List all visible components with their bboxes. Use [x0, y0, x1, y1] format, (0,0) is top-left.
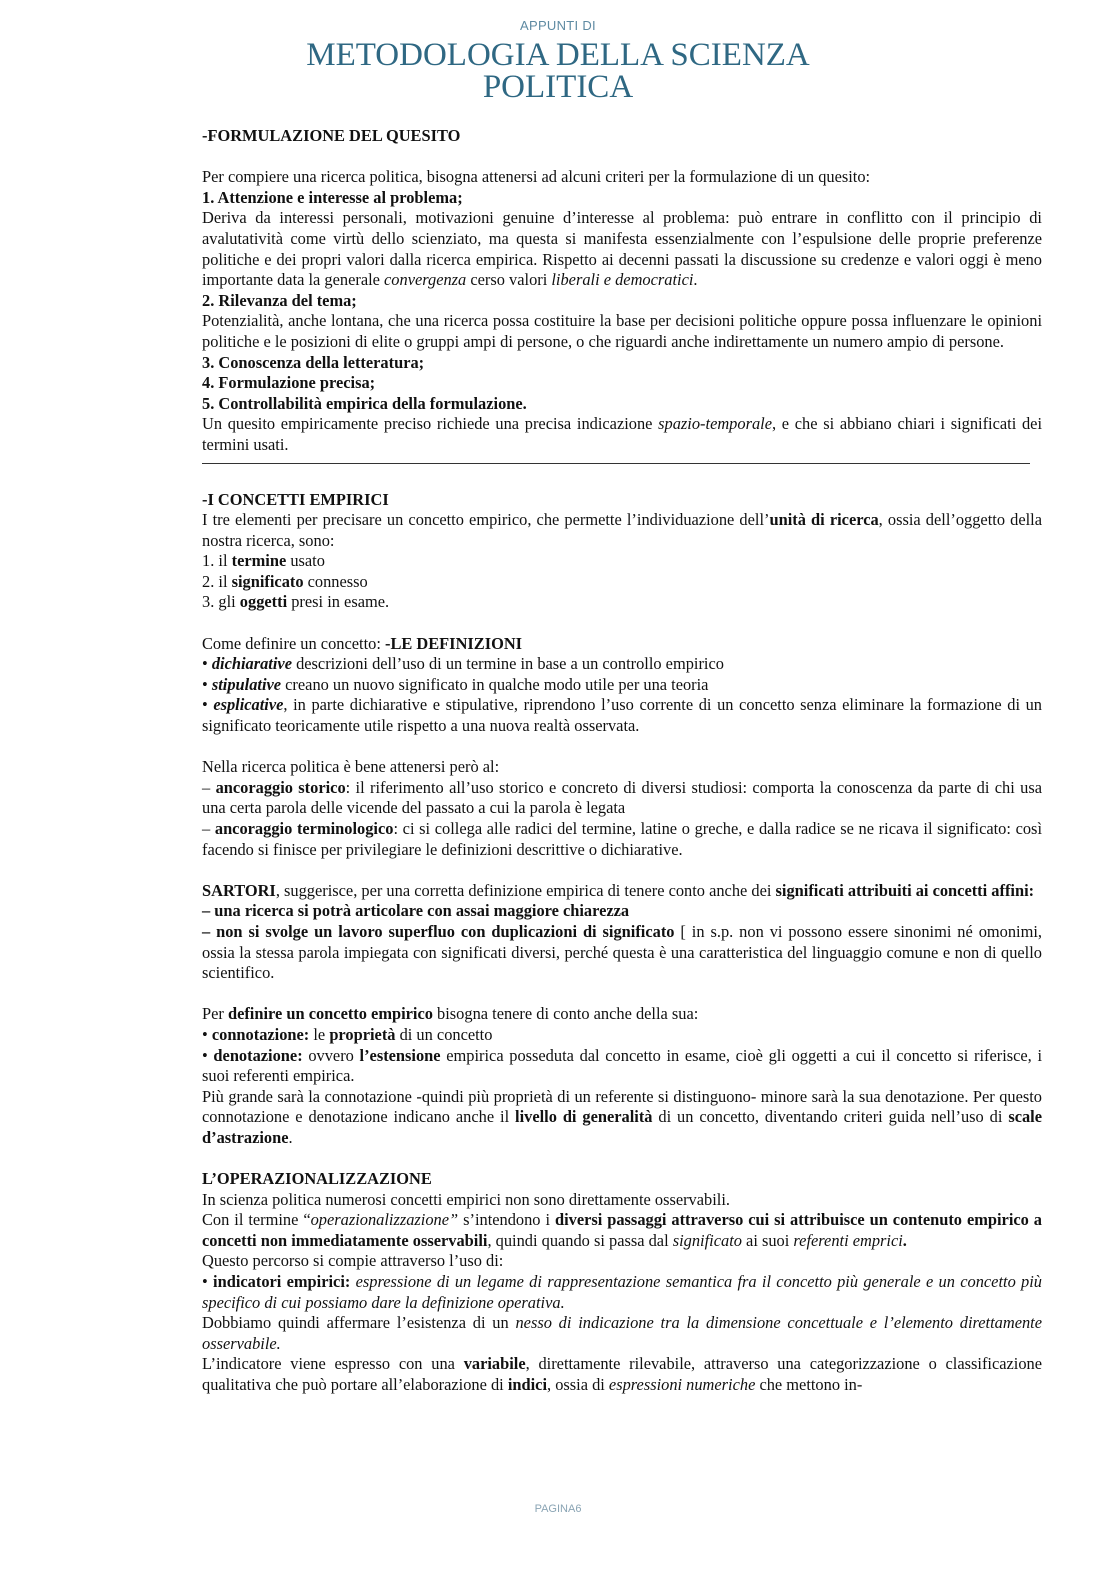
paragraph: Con il termine “operazionalizzazione” s’intendono i diversi passaggi attraverso cui si attribuisce un contenuto empirico a concetti non immediatamente osservabili, quindi quando si passa dal significato ai suoi referenti emprici.: [202, 1210, 1042, 1250]
criterion-title: 3. Conoscenza della letteratura;: [202, 352, 425, 372]
list-item: – non si svolge un lavoro superfluo con duplicazioni di significato [ in s.p. non vi possono essere sinonimi né omonimi, ossia la stessa parola impiegata con significati diversi, perché questa è una caratteristica del linguaggio comune e non di quello scientifico.: [202, 921, 1042, 983]
paragraph: In scienza politica numerosi concetti empirici non sono direttamente osservabili.: [202, 1189, 730, 1209]
section-heading-operazionalizzazione: L’OPERAZIONALIZZAZIONE: [202, 1169, 432, 1189]
list-item: • denotazione: ovvero l’estensione empirica posseduta dal concetto in esame, cioè gli oggetti a cui il concetto si riferisce, i suoi referenti empirica.: [202, 1045, 1043, 1086]
paragraph: SARTORI, suggerisce, per una corretta definizione empirica di tenere conto anche dei significati attribuiti ai concetti affini:: [202, 880, 1035, 900]
title-line-2: POLITICA: [482, 69, 634, 105]
list-item: 1. il termine usato: [202, 551, 325, 571]
paragraph: L’indicatore viene espresso con una variabile, direttamente rilevabile, attraverso una categorizzazione o classificazione qualitativa che può portare all’elaborazione di indici, ossia di espressioni numeriche che mettono in-: [202, 1354, 1043, 1395]
list-item: 2. il significato connesso: [202, 571, 368, 591]
paragraph: Come definire un concetto: -LE DEFINIZIONI: [202, 633, 523, 653]
header-kicker: APPUNTI DI: [520, 18, 596, 33]
paragraph: Questo percorso si compie attraverso l’uso di:: [202, 1251, 504, 1271]
list-item: – una ricerca si potrà articolare con assai maggiore chiarezza: [202, 901, 630, 921]
page-header: [0, 18, 1116, 103]
list-item: • stipulative creano un nuovo significato in qualche modo utile per una teoria: [202, 674, 709, 694]
section-divider: [202, 463, 1030, 464]
title-line-1: METODOLOGIA DELLA SCIENZA: [306, 37, 810, 73]
section-heading-formulazione: -FORMULAZIONE DEL QUESITO: [202, 126, 461, 145]
paragraph: Potenzialità, anche lontana, che una ricerca possa costituire la base per decisioni politiche oppure possa influenzare le opinioni politiche e le posizioni di elite o gruppi ampi di persone, o che riguardi anche indirettamente un numero ampio di persone.: [202, 311, 1042, 351]
criterion-title: 2. Rilevanza del tema;: [202, 290, 357, 310]
criterion-title: 5. Controllabilità empirica della formulazione.: [202, 393, 527, 413]
list-item: • connotazione: le proprietà di un concetto: [202, 1024, 493, 1044]
paragraph: Per definire un concetto empirico bisogna tenere di conto anche della sua:: [202, 1004, 699, 1024]
document-title: [0, 39, 1116, 103]
list-item: • dichiarative descrizioni dell’uso di un termine in base a un controllo empirico: [202, 654, 724, 674]
list-item: • indicatori empirici: espressione di un legame di rappresentazione semantica fra il concetto più generale e un concetto più specifico di cui possiamo dare la definizione operativa.: [202, 1272, 1042, 1312]
criterion-title: 1. Attenzione e interesse al problema;: [202, 187, 463, 207]
document-body: [202, 126, 1042, 1396]
list-item: – ancoraggio storico: il riferimento all’uso storico e concreto di diversi studiosi: comporta la conoscenza da parte di chi usa una certa parola delle vicende del passato a cui la parola è legata: [202, 777, 1042, 818]
paragraph: Più grande sarà la connotazione -quindi più proprietà di un referente si distinguono- minore sarà la sua denotazione. Per questo connotazione e denotazione indicano anche il livello di generalità di un concetto, diventando criteri guida nell’uso di scale d’astrazione.: [202, 1086, 1042, 1147]
page-number: PAGINA6: [534, 1503, 582, 1515]
section-heading-concetti: -I CONCETTI EMPIRICI: [202, 489, 389, 509]
paragraph: Nella ricerca politica è bene attenersi però al:: [202, 757, 500, 777]
list-item: 3. gli oggetti presi in esame.: [202, 592, 390, 612]
paragraph: Dobbiamo quindi affermare l’esistenza di un nesso di indicazione tra la dimensione concettuale e l’elemento direttamente osservabile.: [202, 1313, 1042, 1353]
paragraph: Deriva da interessi personali, motivazioni genuine d’interesse al problema: può entrare in conflitto con il principio di avalutatività come virtù dello scienziato, ma questa si manifesta essenzialmente con l’espulsione delle proprie preferenze politiche e dei propri valori dalla ricerca empirica. Rispetto ai decenni passati la discussione su credenze e valori oggi è meno importante data la generale convergenza cerso valori liberali e democratici.: [202, 208, 1042, 290]
criterion-title: 4. Formulazione precisa;: [202, 373, 376, 393]
list-item: • esplicative, in parte dichiarative e stipulative, riprendono l’uso corrente di un concetto senza eliminare la formazione di un significato teoricamente utile rispetto a una nuova realtà osservata.: [202, 695, 1042, 736]
list-item: – ancoraggio terminologico: ci si collega alle radici del termine, latine o greche, e dalla radice se ne ricava il significato: così facendo si finisce per privilegiare le definizioni descrittive o dichiarative.: [202, 819, 1042, 859]
paragraph: Per compiere una ricerca politica, bisogna attenersi ad alcuni criteri per la formulazione di un quesito:: [202, 167, 871, 187]
paragraph: Un quesito empiricamente preciso richiede una precisa indicazione spazio-temporale, e che si abbiano chiari i significati dei termini usati.: [202, 414, 1043, 454]
paragraph: I tre elementi per precisare un concetto empirico, che permette l’individuazione dell’unità di ricerca, ossia dell’oggetto della nostra ricerca, sono:: [202, 510, 1042, 550]
